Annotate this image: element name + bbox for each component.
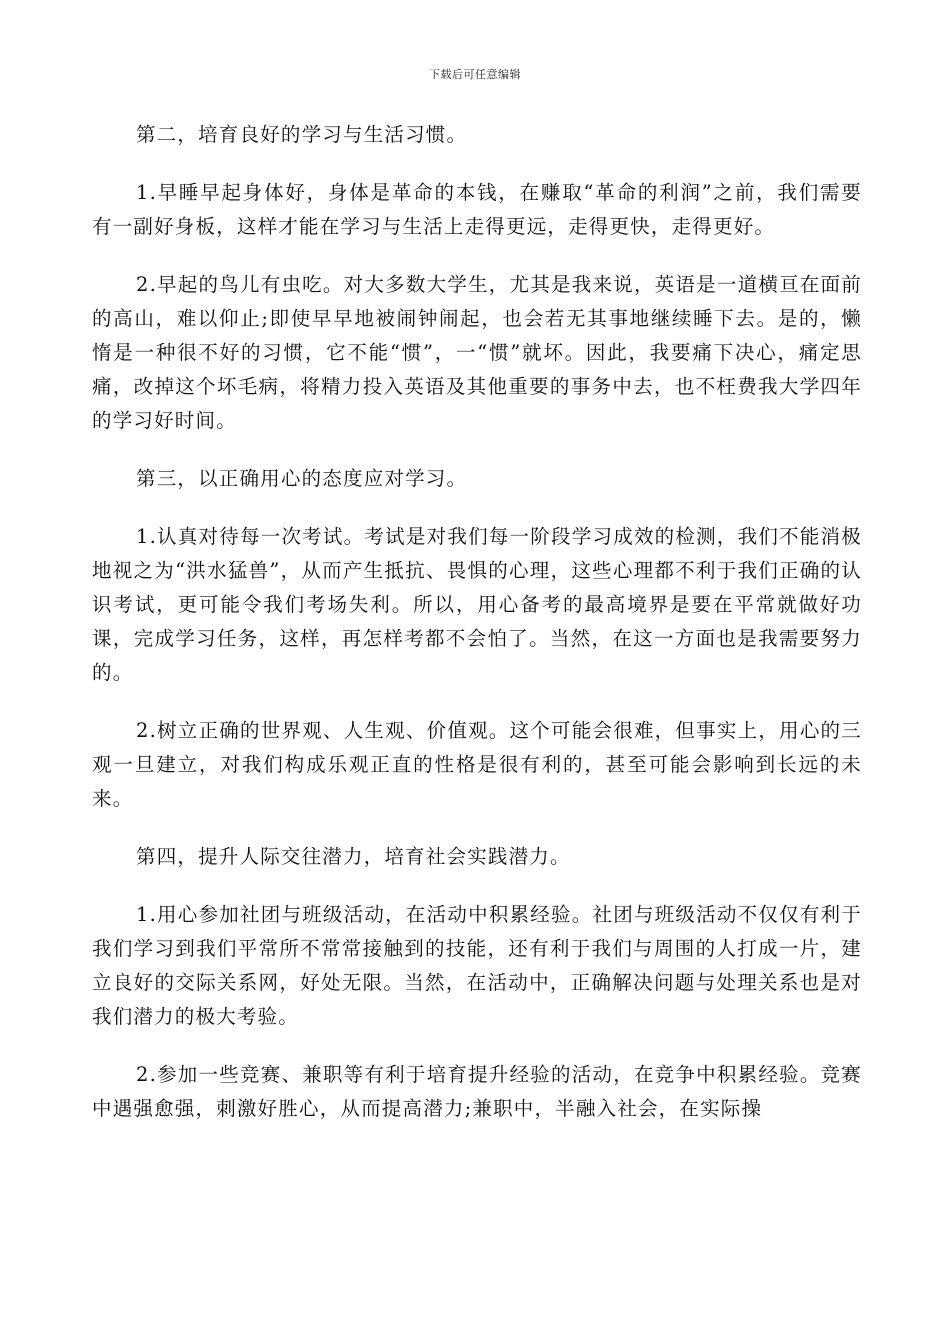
section-heading-2: 第二，培育良好的学习与生活习惯。 xyxy=(136,123,468,146)
paragraph: 1.早睡早起身体好，身体是革命的本钱，在赚取“革命的利润”之前，我们需要有一副好身板，这样才能在学习与生活上走得更远，走得更快，走得更好。 xyxy=(92,181,862,238)
section-heading-3: 第三，以正确用心的态度应对学习。 xyxy=(136,467,468,490)
document-body xyxy=(92,118,862,1150)
paragraph: 2.树立正确的世界观、人生观、价值观。这个可能会很难，但事实上，用心的三观一旦建立，对我们构成乐观正直的性格是很有利的，甚至可能会影响到长远的未来。 xyxy=(92,719,862,810)
paragraph: 2.参加一些竞赛、兼职等有利于培育提升经验的活动，在竞争中积累经验。竞赛中遇强愈强，刺激好胜心，从而提高潜力;兼职中，半融入社会，在实际操 xyxy=(92,1063,862,1120)
paragraph: 2.早起的鸟儿有虫吃。对大多数大学生，尤其是我来说，英语是一道横亘在面前的高山，难以仰止;即使早早地被闹钟闹起，也会若无其事地继续睡下去。是的，懒惰是一种很不好的习惯，它不能“惯”，一“惯”就坏。因此，我要痛下决心，痛定思痛，改掉这个坏毛病，将精力投入英语及其他重要的事务中去，也不枉费我大学四年的学习好时间。 xyxy=(92,273,862,432)
paragraph: 1.认真对待每一次考试。考试是对我们每一阶段学习成效的检测，我们不能消极地视之为“洪水猛兽”，从而产生抵抗、畏惧的心理，这些心理都不利于我们正确的认识考试，更可能令我们考场失利。所以，用心备考的最高境界是要在平常就做好功课，完成学习任务，这样，再怎样考都不会怕了。当然，在这一方面也是我需要努力的。 xyxy=(92,525,862,684)
page-header: 下载后可任意编辑 xyxy=(429,68,521,81)
section-heading-4: 第四，提升人际交往潜力，培育社会实践潜力。 xyxy=(136,845,571,868)
paragraph: 1.用心参加社团与班级活动，在活动中积累经验。社团与班级活动不仅仅有利于我们学习到我们平常所不常常接触到的技能，还有利于我们与周围的人打成一片，建立良好的交际关系网，好处无限。当然，在活动中，正确解决问题与处理关系也是对我们潜力的极大考验。 xyxy=(92,903,862,1028)
